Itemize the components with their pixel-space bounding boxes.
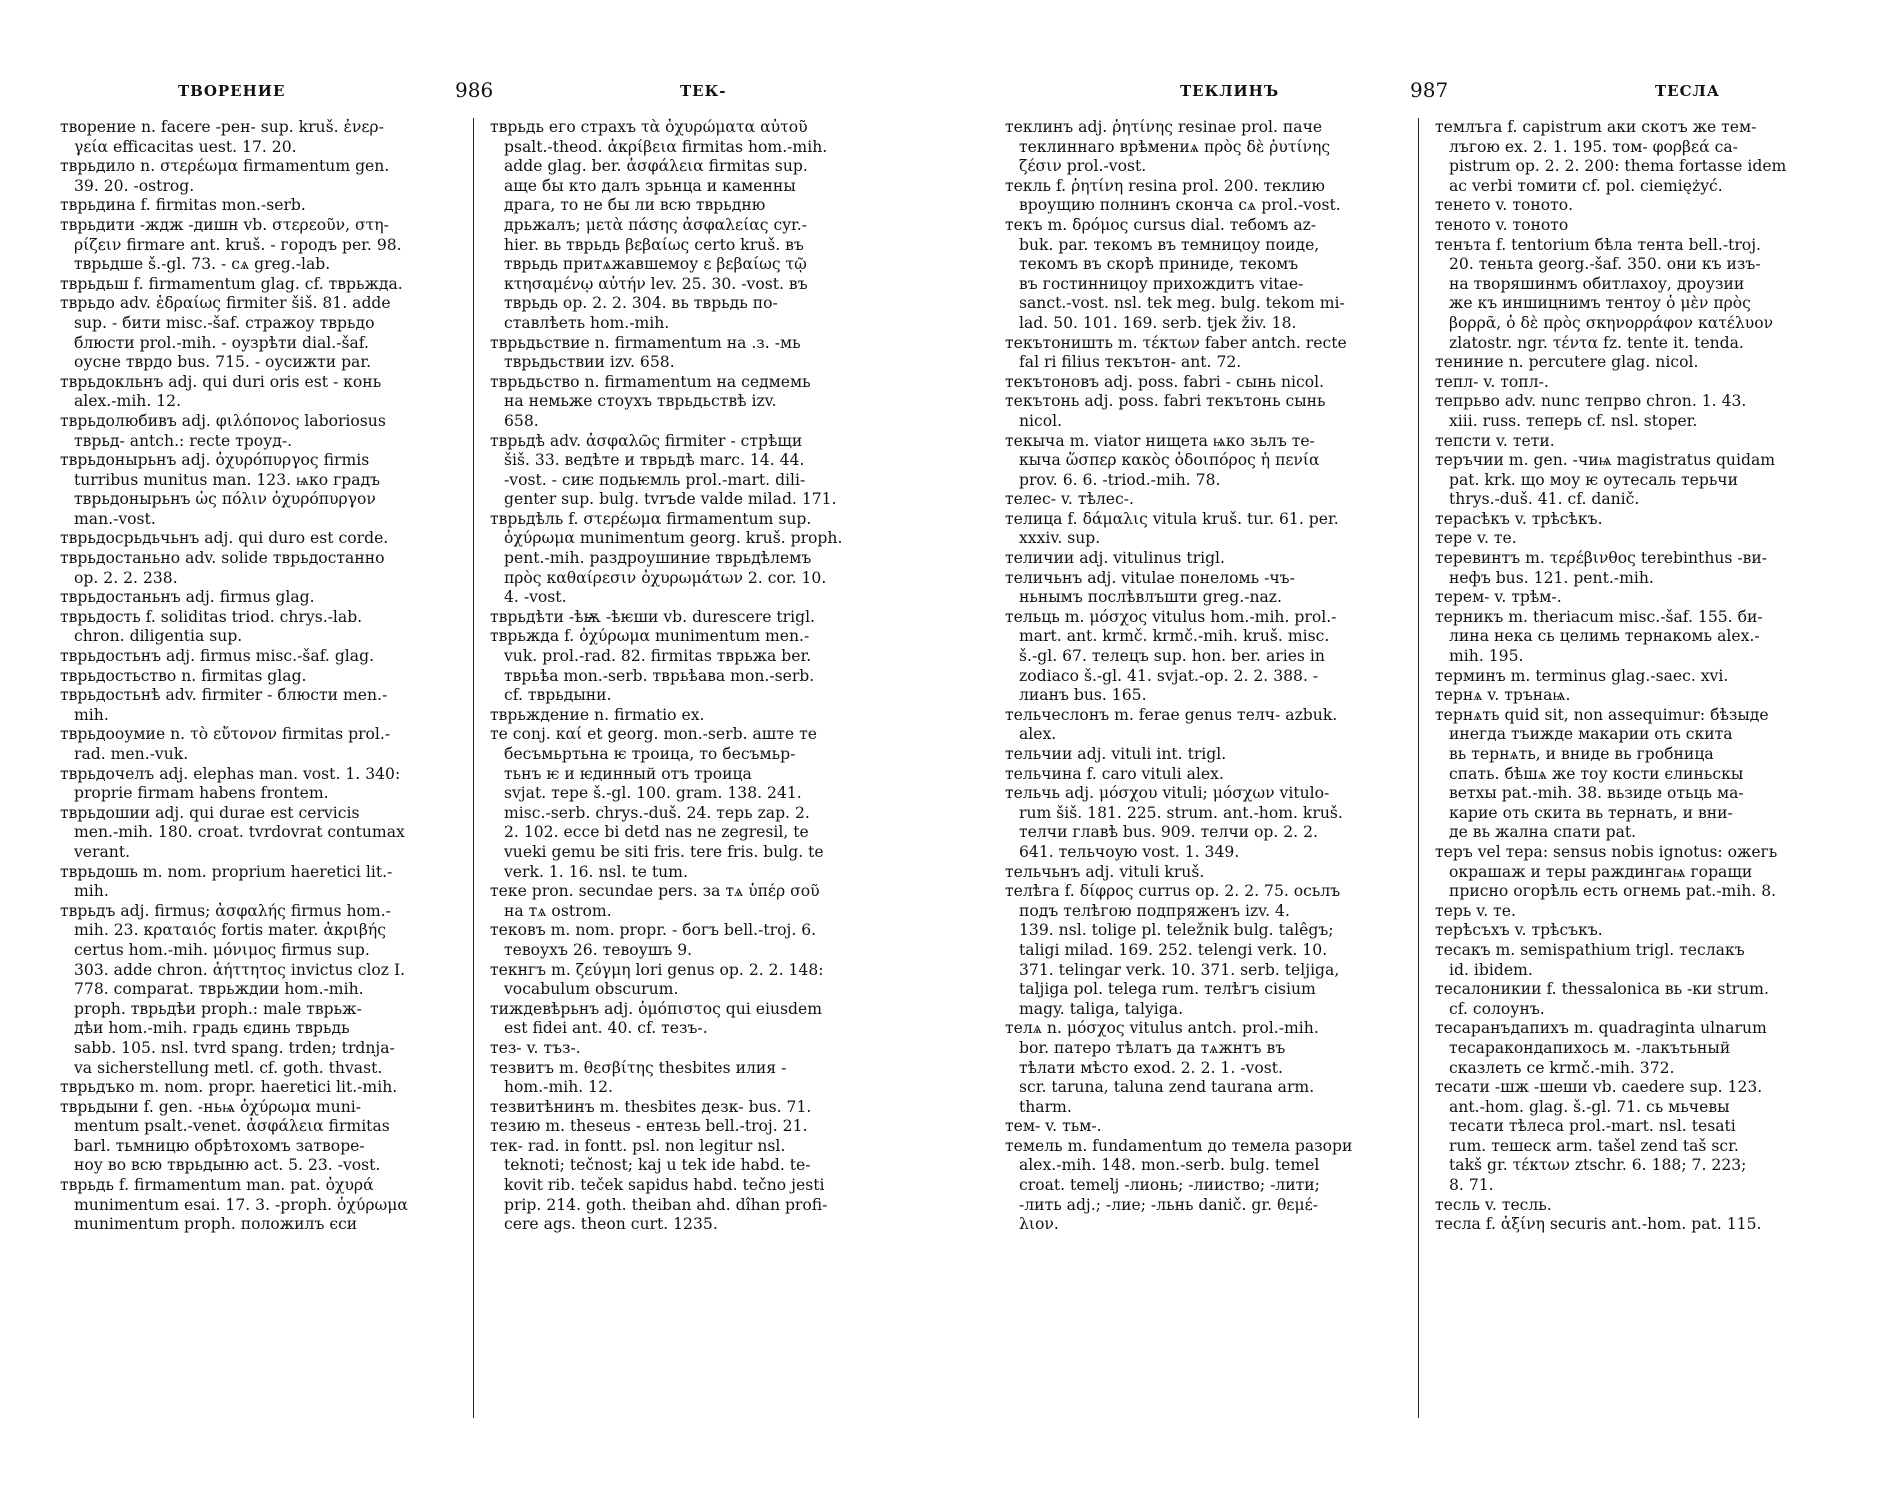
entry-continuation-line: nicol. xyxy=(1019,411,1063,430)
entry-continuation-line: тврьѣа mon.-serb. тврьѣава mon.-serb. xyxy=(504,666,815,685)
entry-continuation-line: 139. nsl. tolige pl. teležnik bulg. talêgъ; xyxy=(1019,921,1334,940)
entry-continuation-line: man.-vost. xyxy=(74,509,156,528)
entry-continuation-line: buk. par. текомъ въ темницоу поиде, xyxy=(1019,235,1320,254)
dictionary-entry-line: текнгъ m. ζεύγμη lori genus op. 2. 2. 148: xyxy=(490,960,824,979)
right-running-head-right: ТЕСЛА xyxy=(1655,82,1721,100)
entry-continuation-line: kovit rib. teček sapidus habd. tečno jesti xyxy=(504,1176,825,1195)
left-page xyxy=(60,0,920,1500)
entry-continuation-line: alex.-mih. 148. mon.-serb. bulg. temel xyxy=(1019,1156,1320,1175)
dictionary-entry-line: тек- rad. in fontt. psl. non legitur nsl. xyxy=(490,1136,786,1155)
entry-continuation-line: mih. 23. κραταιός fortis mater. ἀκριβής xyxy=(74,921,386,940)
entry-continuation-line: въ гостинницоу прихождитъ vitae- xyxy=(1019,274,1304,293)
entry-continuation-line: тѣлати мѣсто exod. 2. 2. 1. -vost. xyxy=(1019,1058,1283,1077)
entry-continuation-line: sanct.-vost. nsl. tek meg. bulg. tekom mi- xyxy=(1019,294,1345,313)
entry-continuation-line: psalt.-theod. ἀκρίβεια firmitas hom.-mih. xyxy=(504,137,828,156)
dictionary-entry-line: тврьдѣти -ѣѭ -ѣѥши vb. durescere trigl. xyxy=(490,607,816,626)
dictionary-entry-line: тврьжда f. ὀχύρωμα munimentum men.- xyxy=(490,627,810,646)
dictionary-entry-line: тесати -шж -шеши vb. caedere sup. 123. xyxy=(1435,1078,1763,1097)
entry-continuation-line: -vost. - сиѥ подьѥмль prol.-mart. dili- xyxy=(504,470,806,489)
entry-continuation-line: нефъ bus. 121. pent.-mih. xyxy=(1449,568,1654,587)
dictionary-entry-line: тесль v. тесль. xyxy=(1435,1195,1552,1214)
right-page-column-rule xyxy=(1418,118,1419,1418)
left-page-header xyxy=(60,78,920,108)
entry-continuation-line: cf. солоунъ. xyxy=(1449,999,1545,1018)
entry-continuation-line: va sicherstellung metl. cf. goth. thvast. xyxy=(74,1058,383,1077)
entry-continuation-line: на немьже стоухъ тврьдьствѣ izv. xyxy=(504,392,777,411)
entry-continuation-line: 658. xyxy=(504,411,539,430)
entry-continuation-line: ant.-hom. glag. š.-gl. 71. сь мьчевы xyxy=(1449,1097,1730,1116)
entry-continuation-line: текомъ въ скорѣ приниде, текомъ xyxy=(1019,255,1299,274)
dictionary-entry-line: тельць m. μόσχος vitulus hom.-mih. prol.- xyxy=(1005,607,1337,626)
dictionary-entry-line: тезвитѣнинъ m. thesbites дезк- bus. 71. xyxy=(490,1097,812,1116)
dictionary-entry-line: терасѣкъ v. трѣсѣкъ. xyxy=(1435,509,1603,528)
entry-continuation-line: окрашаж и теры раждингаѩ горащи xyxy=(1449,862,1753,881)
entry-continuation-line: тврьдь притѧжавшемоу ε βεβαίως τῷ xyxy=(504,255,807,274)
dictionary-entry-line: тезию m. theseus - ентезь bell.-troj. 21. xyxy=(490,1117,808,1136)
entry-continuation-line: taljiga pol. telega rum. телѣгъ cisium xyxy=(1019,980,1316,999)
entry-continuation-line: подъ телѣгою подпряженъ izv. 4. xyxy=(1019,901,1290,920)
entry-continuation-line: на тѧ ostrom. xyxy=(504,901,612,920)
entry-continuation-line: scr. taruna, taluna zend taurana arm. xyxy=(1019,1078,1315,1097)
entry-continuation-line: cere ags. theon curt. 1235. xyxy=(504,1215,718,1234)
entry-continuation-line: adde glag. ber. ἀσφάλεια firmitas sup. xyxy=(504,157,808,176)
dictionary-entry-line: теревинтъ m. τερέβινθος terebinthus -ви- xyxy=(1435,549,1768,568)
entry-continuation-line: лианъ bus. 165. xyxy=(1019,686,1147,705)
dictionary-entry-line: тениние n. percutere glag. nicol. xyxy=(1435,353,1699,372)
entry-continuation-line: xxxiv. sup. xyxy=(1019,529,1101,548)
entry-continuation-line: ac verbi томити cf. pol. ciemiężyć. xyxy=(1449,176,1723,195)
dictionary-entry-line: тесла f. ἀξίνη securis ant.-hom. pat. 115. xyxy=(1435,1215,1762,1234)
entry-continuation-line: vuk. prol.-rad. 82. firmitas тврьжа ber. xyxy=(504,647,812,666)
entry-continuation-line: mart. ant. krmč. krmč.-mih. kruš. misc. xyxy=(1019,627,1330,646)
entry-continuation-line: инегда тъижде макарии оть скита xyxy=(1449,725,1733,744)
entry-continuation-line: ρίζειν firmare ant. kruš. - городъ per. 98. xyxy=(74,235,402,254)
entry-continuation-line: тврьд- antch.: recte троуд-. xyxy=(74,431,293,450)
dictionary-entry-line: тврьдь его страхъ τὰ ὀχυρώματα αὐτοῦ xyxy=(490,118,808,136)
entry-continuation-line: men.-mih. 180. croat. tvrdovrat contumax xyxy=(74,823,405,842)
entry-continuation-line: fal ri filius текътон- ant. 72. xyxy=(1019,353,1242,372)
left-page-column-b xyxy=(490,118,888,1235)
entry-continuation-line: certus hom.-mih. μόνιμος firmus sup. xyxy=(74,940,370,959)
dictionary-entry-line: тельчьнъ adj. vituli kruš. xyxy=(1005,862,1205,881)
dictionary-entry-line: теке pron. secundae pers. за тѧ ὑπέρ σοῦ xyxy=(490,882,820,901)
entry-continuation-line: munimentum proph. положилъ єси xyxy=(74,1215,358,1234)
entry-continuation-line: ноу во всю тврьдыню act. 5. 23. -vost. xyxy=(74,1156,381,1175)
right-running-head: ТЕКЛИНЪ xyxy=(1180,82,1280,100)
dictionary-entry-line: тврьдило n. στερέωμα firmamentum gen. xyxy=(60,157,390,176)
right-page-column-a xyxy=(1005,118,1403,1235)
entry-continuation-line: croat. temelj -лионь; -лииство; -лити; xyxy=(1019,1176,1320,1195)
entry-continuation-line: rum šiš. 181. 225. strum. ant.-hom. kruš. xyxy=(1019,803,1343,822)
right-page-number: 987 xyxy=(1410,78,1449,102)
entry-continuation-line: bor. патеро тѣлатъ да тѧжнтъ въ xyxy=(1019,1038,1286,1057)
entry-continuation-line: teknoti; tečnost; kaj u tek ide habd. te- xyxy=(504,1156,811,1175)
dictionary-entry-line: тезвитъ m. θεσβίτης thesbites илия - xyxy=(490,1058,787,1077)
entry-continuation-line: тесаракондапихось м. -лакътьный xyxy=(1449,1038,1731,1057)
entry-continuation-line: zodiaco š.-gl. 41. svjat.-op. 2. 2. 388. - xyxy=(1019,666,1319,685)
entry-continuation-line: тврьдьствии izv. 658. xyxy=(504,353,675,372)
dictionary-entry-line: теличии adj. vitulinus trigl. xyxy=(1005,549,1225,568)
right-page xyxy=(1005,0,1865,1500)
entry-continuation-line: zlatostr. ngr. τέντα fz. tente it. tenda. xyxy=(1449,333,1744,352)
dictionary-entry-line: тврьдокльнъ adj. qui duri oris est - конь xyxy=(60,372,382,391)
left-running-head-right: ТЕК- xyxy=(680,82,727,100)
entry-continuation-line: thrys.-duš. 41. cf. danič. xyxy=(1449,490,1640,509)
dictionary-entry-line: текль f. ῥητίνη resina prol. 200. теклию xyxy=(1005,176,1325,195)
dictionary-entry-line: тельчь adj. μόσχου vituli; μόσχων vitulo- xyxy=(1005,784,1330,803)
entry-continuation-line: де вь жална спати pat. xyxy=(1449,823,1637,842)
entry-continuation-line: вь тернѧть, и вниде вь гробница xyxy=(1449,745,1714,763)
entry-continuation-line: misc.-serb. chrys.-duš. 24. терь zap. 2. xyxy=(504,803,810,822)
entry-continuation-line: taligi milad. 169. 252. telengi verk. 10. xyxy=(1019,940,1328,959)
dictionary-entry-line: тврьдочелъ adj. elephas man. vost. 1. 340: xyxy=(60,764,401,783)
entry-continuation-line: op. 2. 2. 238. xyxy=(74,568,178,587)
entry-continuation-line: chron. diligentia sup. xyxy=(74,627,243,646)
dictionary-entry-line: творение n. facere -рен- sup. kruš. ἐνερ- xyxy=(60,118,384,136)
entry-continuation-line: бесъмьртьна ѥ троица, то бесъмьр- xyxy=(504,745,796,763)
entry-continuation-line: barl. тьмницю обрѣтохомъ затворе- xyxy=(74,1136,365,1155)
entry-continuation-line: вроущию полнинъ сконча сѧ prol.-vost. xyxy=(1019,196,1341,215)
dictionary-entry-line: тврьдостьнъ adj. firmus misc.-šaf. glag. xyxy=(60,647,375,666)
dictionary-entry-line: темлъга f. capistrum аки скотъ же тем- xyxy=(1435,118,1757,136)
entry-continuation-line: mih. 195. xyxy=(1449,647,1524,666)
entry-continuation-line: proprie firmam habens frontem. xyxy=(74,784,329,803)
entry-continuation-line: verk. 1. 16. nsl. te tum. xyxy=(504,862,688,881)
entry-continuation-line: теклиннаго врѣмениѧ πρὸς δὲ ῥυτίνης xyxy=(1019,137,1331,156)
entry-continuation-line: ставлѣеть hom.-mih. xyxy=(504,313,670,332)
entry-continuation-line: verant. xyxy=(74,842,131,861)
dictionary-entry-line: тиждевѣрьнъ adj. ὁμόπιστος qui eiusdem xyxy=(490,999,822,1018)
entry-continuation-line: mentum psalt.-venet. ἀσφάλεια firmitas xyxy=(74,1117,390,1136)
dictionary-entry-line: терѣсъхъ v. трѣсъкъ. xyxy=(1435,921,1603,940)
entry-continuation-line: hier. вь тврьдь βεβαίως certo kruš. въ xyxy=(504,235,804,254)
entry-continuation-line: svjat. тере š.-gl. 100. gram. 138. 241. xyxy=(504,784,802,803)
entry-continuation-line: тврьдше š.-gl. 73. - сѧ greg.-lab. xyxy=(74,255,331,274)
entry-continuation-line: prip. 214. goth. theiban ahd. dîhan profi- xyxy=(504,1195,828,1214)
dictionary-entry-line: тврьдонырьнъ adj. ὀχυρόπυργος firmis xyxy=(60,451,370,470)
entry-continuation-line: turribus munitus man. 123. ѩко градъ xyxy=(74,470,381,489)
entry-continuation-line: κτησαμένῳ αὐτήν lev. 25. 30. -vost. въ xyxy=(504,274,808,293)
dictionary-entry-line: теръчии m. gen. -чиѩ magistratus quidam xyxy=(1435,451,1776,470)
entry-continuation-line: mih. xyxy=(74,705,109,724)
entry-continuation-line: на творяшинмъ обитлахоу, дроузии xyxy=(1449,274,1745,293)
entry-continuation-line: аще бы кто далъ зрьнца и каменны xyxy=(504,176,796,195)
entry-continuation-line: 20. теньта georg.-šaf. 350. они къ изъ- xyxy=(1449,255,1761,274)
entry-continuation-line: ζέσιν prol.-vost. xyxy=(1019,157,1147,176)
entry-continuation-line: λιον. xyxy=(1019,1215,1059,1234)
dictionary-entry-line: телица f. δάμαλις vitula kruš. tur. 61. per. xyxy=(1005,509,1339,528)
dictionary-entry-line: тврьдостьнѣ adv. firmiter - блюсти men.- xyxy=(60,686,388,705)
dictionary-entry-line: тврьдина f. firmitas mon.-serb. xyxy=(60,196,306,215)
dictionary-entry-line: теното v. тоното xyxy=(1435,215,1569,234)
entry-continuation-line: 303. adde chron. ἀήττητος invictus cloz I. xyxy=(74,960,406,979)
entry-continuation-line: tharm. xyxy=(1019,1097,1072,1116)
dictionary-entry-line: тврьдѣль f. στερέωμα firmamentum sup. xyxy=(490,509,812,528)
dictionary-entry-line: тврьдь f. firmamentum man. pat. ὀχυρά xyxy=(60,1176,374,1195)
entry-continuation-line: pistrum op. 2. 2. 200: thema fortasse idem xyxy=(1449,157,1787,176)
entry-continuation-line: πρὸς καθαίρεσιν ὀχυρωμάτων 2. cor. 10. xyxy=(504,568,827,587)
entry-continuation-line: 8. 71. xyxy=(1449,1176,1494,1195)
entry-continuation-line: š.-gl. 67. телецъ sup. hon. ber. aries in xyxy=(1019,647,1325,666)
left-running-head: ТВОРЕНИЕ xyxy=(178,82,286,100)
entry-continuation-line: телчи главѣ bus. 909. телчи op. 2. 2. xyxy=(1019,823,1318,842)
entry-continuation-line: rad. men.-vuk. xyxy=(74,745,189,763)
entry-continuation-line: карие оть скита вь тернать, и вни- xyxy=(1449,803,1733,822)
entry-continuation-line: 371. telingar verk. 10. 371. serb. teljiga, xyxy=(1019,960,1340,979)
dictionary-entry-line: тепл- v. топл-. xyxy=(1435,372,1549,391)
entry-continuation-line: оусне тврдо bus. 715. - оусижти par. xyxy=(74,353,372,372)
dictionary-entry-line: тврьдо adv. ἑδραίως firmiter šiš. 81. adde xyxy=(60,294,391,313)
dictionary-entry-line: теличьнъ adj. vitulae понеломь -чъ- xyxy=(1005,568,1295,587)
entry-continuation-line: 641. тельчоую vost. 1. 349. xyxy=(1019,842,1240,861)
entry-continuation-line: šiš. 33. ведѣте и тврьдѣ marc. 14. 44. xyxy=(504,451,805,470)
entry-continuation-line: спать. бѣшѧ же тоу кости єлиньскы xyxy=(1449,764,1744,783)
entry-continuation-line: vocabulum obscurum. xyxy=(504,980,679,999)
dictionary-entry-line: тврьдооумие n. τὸ εὔτονον firmitas prol.- xyxy=(60,725,391,744)
left-page-column-rule xyxy=(473,118,474,1418)
entry-continuation-line: ньнымъ послѣвлъшти greg.-naz. xyxy=(1019,588,1282,607)
entry-continuation-line: mih. xyxy=(74,882,109,901)
dictionary-entry-line: тврьдьствие n. firmamentum на .з. -мь xyxy=(490,333,801,352)
dictionary-entry-line: тесалоникии f. thessalonica вь -ки strum. xyxy=(1435,980,1769,999)
entry-continuation-line: pent.-mih. раздроушиние тврьдѣлемъ xyxy=(504,549,812,568)
dictionary-entry-line: телѧ n. μόσχος vitulus antch. prol.-mih. xyxy=(1005,1019,1319,1038)
dictionary-entry-line: текътоништь m. τέκτων faber antch. recte xyxy=(1005,333,1347,352)
entry-continuation-line: 2. 102. ecce bi detd nas ne zegresil, te xyxy=(504,823,809,842)
left-page-number: 986 xyxy=(455,78,494,102)
dictionary-entry-line: тврьдѣ adv. ἀσφαλῶς firmiter - стрѣщи xyxy=(490,431,803,450)
entry-continuation-line: тьнъ ѥ и ѥдинный отъ троица xyxy=(504,764,752,783)
dictionary-entry-line: тернѧть quid sit, non assequimur: бѣзыде xyxy=(1435,705,1769,724)
entry-continuation-line: лина нека сь целимь тернакомь alex.- xyxy=(1449,627,1760,646)
dictionary-entry-line: тврьдити -ждж -дишн vb. στερεοῦν, στη- xyxy=(60,215,389,234)
entry-continuation-line: est fidei ant. 40. cf. тезъ-. xyxy=(504,1019,708,1038)
entry-continuation-line: proph. тврьдѣи proph.: male тврьж- xyxy=(74,999,362,1018)
dictionary-entry-line: тврьдошии adj. qui durae est cervicis xyxy=(60,803,360,822)
entry-continuation-line: блюсти prol.-mih. - оузрѣти dial.-šaf. xyxy=(74,333,369,352)
dictionary-entry-line: тенъта f. tentorium бѣла тента bell.-troj. xyxy=(1435,235,1761,254)
dictionary-entry-line: тепсти v. тети. xyxy=(1435,431,1555,450)
left-page-column-a xyxy=(60,118,458,1235)
entry-continuation-line: genter sup. bulg. tvrъde valde milad. 171. xyxy=(504,490,837,509)
dictionary-entry-line: текыча m. viator нищета ѩко зьлъ те- xyxy=(1005,431,1315,450)
entry-continuation-line: дѣи hom.-mih. градь єдинь тврьдь xyxy=(74,1019,350,1038)
dictionary-entry-line: тврьдостаньнъ adj. firmus glag. xyxy=(60,588,315,607)
entry-continuation-line: тврьдонырьнъ ὡς πόλιν ὀχυρόπυργον xyxy=(74,490,376,509)
dictionary-entry-line: тельчии adj. vituli int. trigl. xyxy=(1005,745,1227,763)
entry-continuation-line: vueki gemu be siti fris. tere fris. bulg. te xyxy=(504,842,824,861)
dictionary-entry-line: тврьдъ adj. firmus; ἀσφαλής firmus hom.- xyxy=(60,901,391,920)
entry-continuation-line: ветхы pat.-mih. 38. вьзиде отьць ма- xyxy=(1449,784,1744,803)
right-page-header xyxy=(1005,78,1865,108)
entry-continuation-line: присно огорѣль есть огнемь pat.-mih. 8. xyxy=(1449,882,1777,901)
dictionary-entry-line: тесаранъдапихъ m. quadraginta ulnarum xyxy=(1435,1019,1767,1038)
entry-continuation-line: лъгою ex. 2. 1. 195. том- φορβεά ca- xyxy=(1449,137,1738,156)
entry-continuation-line: тесати тѣлеса prol.-mart. nsl. tesati xyxy=(1449,1117,1736,1136)
dictionary-entry-line: тврьдость f. soliditas triod. chrys.-lab. xyxy=(60,607,363,626)
dictionary-entry-line: тем- v. тьм-. xyxy=(1005,1117,1102,1136)
entry-continuation-line: takš gr. τέκτων ztschr. 6. 188; 7. 223; xyxy=(1449,1156,1747,1175)
entry-continuation-line: драга, то не бы ли всю тврьдню xyxy=(504,196,766,215)
dictionary-entry-line: тврьдьство n. firmamentum на седмемь xyxy=(490,372,811,391)
entry-continuation-line: lad. 50. 101. 169. serb. tjek živ. 18. xyxy=(1019,313,1297,332)
dictionary-entry-line: тврьждение n. firmatio ex. xyxy=(490,705,705,724)
entry-continuation-line: pat. krk. що моу ѥ оутесаль терьчи xyxy=(1449,470,1739,489)
entry-continuation-line: тевоуxъ 26. тевоушъ 9. xyxy=(504,940,693,959)
entry-continuation-line: -лить adj.; -лие; -льнь danič. gr. θεμέ- xyxy=(1019,1195,1318,1214)
dictionary-entry-line: терникъ m. theriacum misc.-šaf. 155. би- xyxy=(1435,607,1763,626)
dictionary-entry-line: тврьдолюбивъ adj. φιλόπονος laboriosus xyxy=(60,411,386,430)
entry-continuation-line: дрьжалъ; μετὰ πάσης ἀσφαλείας cyr.- xyxy=(504,215,807,234)
dictionary-entry-line: текъ m. δρόμος cursus dial. тебомъ az- xyxy=(1005,215,1317,234)
entry-continuation-line: 39. 20. -ostrog. xyxy=(74,176,195,195)
entry-continuation-line: magy. taliga, talyiga. xyxy=(1019,999,1184,1018)
dictionary-entry-line: теклинъ adj. ῥητίνης resinae prol. паче xyxy=(1005,118,1323,136)
entry-continuation-line: xiii. russ. теперь cf. nsl. stoper. xyxy=(1449,411,1698,430)
dictionary-entry-line: тельчина f. caro vituli alex. xyxy=(1005,764,1224,783)
entry-continuation-line: sup. - бити misc.-šaf. стражоу тврьдо xyxy=(74,313,375,332)
dictionary-entry-line: тесакъ m. semispathium trigl. теслакъ xyxy=(1435,940,1745,959)
dictionary-entry-line: телес- v. тѣлес-. xyxy=(1005,490,1134,509)
dictionary-entry-line: тврьдьш f. firmamentum glag. cf. тврьжда. xyxy=(60,274,403,293)
dictionary-entry-line: тврьдыни f. gen. -ньѩ ὀχύρωμα muni- xyxy=(60,1097,361,1116)
entry-continuation-line: id. ibidem. xyxy=(1449,960,1533,979)
entry-continuation-line: γεία efficacitas uest. 17. 20. xyxy=(74,137,297,156)
dictionary-entry-line: терминъ m. terminus glag.-saec. xvi. xyxy=(1435,666,1729,685)
entry-continuation-line: alex.-mih. 12. xyxy=(74,392,182,411)
entry-continuation-line: prov. 6. 6. -triod.-mih. 78. xyxy=(1019,470,1221,489)
dictionary-entry-line: терь v. те. xyxy=(1435,901,1516,920)
dictionary-entry-line: тврьдостаньно adv. solide тврьдостанно xyxy=(60,549,385,568)
entry-continuation-line: 778. comparat. тврьждии hom.-mih. xyxy=(74,980,364,999)
dictionary-entry-line: телѣга f. δίφρος currus op. 2. 2. 75. осьлъ xyxy=(1005,882,1341,901)
entry-continuation-line: hom.-mih. 12. xyxy=(504,1078,613,1097)
entry-continuation-line: munimentum esai. 17. 3. -proph. ὀχύρωμα xyxy=(74,1195,408,1214)
dictionary-entry-line: терем- v. трѣм-. xyxy=(1435,588,1562,607)
entry-continuation-line: sabb. 105. nsl. tvrd spang. trden; trdnja- xyxy=(74,1038,395,1057)
right-page-column-b xyxy=(1435,118,1833,1235)
dictionary-entry-line: тековъ m. nom. propr. - богъ bell.-troj. 6. xyxy=(490,921,817,940)
dictionary-entry-line: тере v. те. xyxy=(1435,529,1517,548)
dictionary-entry-line: темель m. fundamentum до темела разори xyxy=(1005,1136,1353,1155)
dictionary-entry-line: тез- v. тъз-. xyxy=(490,1038,581,1057)
dictionary-entry-line: теръ vel тера: sensus nobis ignotus: ожегь xyxy=(1435,842,1778,861)
dictionary-entry-line: тврьдъко m. nom. propr. haeretici lit.-mih. xyxy=(60,1078,398,1097)
entry-continuation-line: кыча ὥσπερ κακὸς ὁδοιπόρος ἡ πενία xyxy=(1019,451,1320,470)
entry-continuation-line: βορρᾶ, ὁ δὲ πρὸς σκηνορράφον κατέλυον xyxy=(1449,313,1774,332)
entry-continuation-line: 4. -vost. xyxy=(504,588,567,607)
dictionary-entry-line: те conj. καί et georg. mon.-serb. аште те xyxy=(490,725,817,744)
dictionary-entry-line: тенето v. тоното. xyxy=(1435,196,1574,215)
dictionary-entry-line: тврьдосрьдьчьнъ adj. qui duro est corde. xyxy=(60,529,389,548)
entry-continuation-line: тврьдь op. 2. 2. 304. вь тврьдь по- xyxy=(504,294,778,313)
dictionary-entry-line: текътоновъ adj. poss. fabri - сынь nicol. xyxy=(1005,372,1325,391)
dictionary-entry-line: текътонь adj. poss. fabri текътонь сынь xyxy=(1005,392,1326,411)
entry-continuation-line: alex. xyxy=(1019,725,1057,744)
entry-continuation-line: ὀχύρωμα munimentum georg. kruš. proph. xyxy=(504,529,843,548)
dictionary-entry-line: тепрьво adv. nunc тепрво chron. 1. 43. xyxy=(1435,392,1747,411)
dictionary-entry-line: тернѧ v. трънаѩ. xyxy=(1435,686,1571,705)
dictionary-entry-line: тврьдошь m. nom. proprium haeretici lit.- xyxy=(60,862,393,881)
entry-continuation-line: rum. тешеск arm. tašel zend taš scr. xyxy=(1449,1136,1739,1155)
entry-continuation-line: сказлеть се krmč.-mih. 372. xyxy=(1449,1058,1675,1077)
entry-continuation-line: же къ иншицнимъ тентоу ὁ μὲν πρὸς xyxy=(1449,294,1751,313)
entry-continuation-line: cf. тврьдыни. xyxy=(504,686,612,705)
dictionary-entry-line: тврьдостьство n. firmitas glag. xyxy=(60,666,307,685)
dictionary-entry-line: тельчеслонъ m. ferae genus телч- azbuk. xyxy=(1005,705,1338,724)
